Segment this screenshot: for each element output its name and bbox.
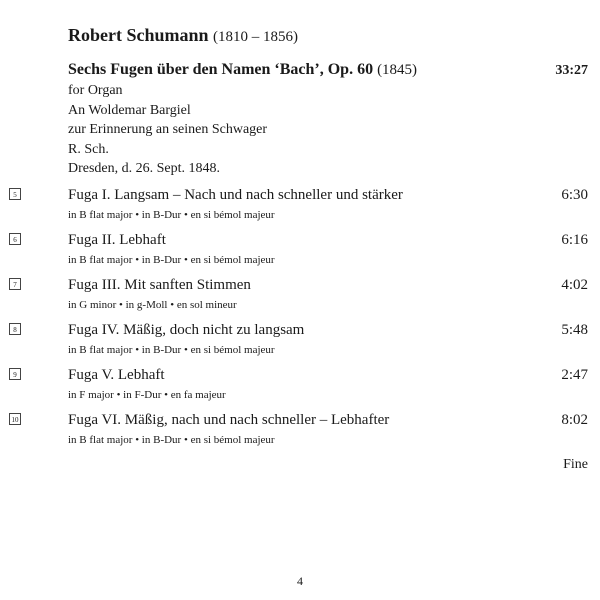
track-number-box: 7	[9, 278, 21, 290]
track-title: Fuga I. Langsam – Nach und nach schneller und stärker	[68, 187, 403, 203]
dedication	[68, 81, 588, 179]
track-item	[0, 366, 600, 411]
track-number-box: 5	[9, 188, 21, 200]
track-duration: 6:16	[561, 232, 588, 248]
page-number: 4	[297, 574, 303, 588]
dedication-line: zur Erinnerung an seinen Schwager	[68, 122, 268, 138]
track-duration: 5:48	[561, 322, 588, 338]
track-duration: 4:02	[561, 277, 588, 293]
work-block	[68, 61, 588, 179]
track-list	[0, 186, 600, 456]
track-key: in G minor • in g-Moll • en sol mineur	[68, 299, 237, 311]
work-duration: 33:27	[555, 63, 588, 78]
track-key: in B flat major • in B-Dur • en si bémol majeur	[68, 209, 275, 221]
work-title-text: Sechs Fugen über den Namen ‘Bach’, Op. 60	[68, 61, 374, 78]
track-item	[0, 231, 600, 276]
track-key: in B flat major • in B-Dur • en si bémol majeur	[68, 434, 275, 446]
track-item	[0, 276, 600, 321]
track-key: in B flat major • in B-Dur • en si bémol majeur	[68, 254, 275, 266]
track-duration: 6:30	[561, 187, 588, 203]
work-title-row	[68, 61, 588, 79]
track-title: Fuga III. Mit sanften Stimmen	[68, 277, 251, 293]
composer-dates: (1810 – 1856)	[213, 29, 299, 45]
fine-marker: Fine	[563, 457, 588, 472]
track-item	[0, 411, 600, 456]
dedication-line: An Woldemar Bargiel	[68, 102, 191, 118]
dedication-line: Dresden, d. 26. Sept. 1848.	[68, 161, 221, 177]
track-duration: 2:47	[561, 367, 588, 383]
track-title: Fuga II. Lebhaft	[68, 232, 166, 248]
track-number-box: 6	[9, 233, 21, 245]
dedication-line: R. Sch.	[68, 141, 109, 157]
track-key: in F major • in F-Dur • en fa majeur	[68, 389, 226, 401]
track-title: Fuga IV. Mäßig, doch nicht zu langsam	[68, 322, 305, 338]
track-duration: 8:02	[561, 412, 588, 428]
dedication-line: for Organ	[68, 83, 123, 98]
track-item	[0, 186, 600, 231]
track-title: Fuga VI. Mäßig, nach und nach schneller – Lebhafter	[68, 412, 390, 428]
composer-heading	[68, 25, 298, 46]
track-number-box: 10	[9, 413, 21, 425]
composer-name: Robert Schumann	[68, 25, 209, 45]
track-item	[0, 321, 600, 366]
track-key: in B flat major • in B-Dur • en si bémol majeur	[68, 344, 275, 356]
track-number-box: 9	[9, 368, 21, 380]
track-title: Fuga V. Lebhaft	[68, 367, 165, 383]
work-year: (1845)	[377, 62, 418, 78]
work-title	[68, 61, 417, 79]
track-number-box: 8	[9, 323, 21, 335]
